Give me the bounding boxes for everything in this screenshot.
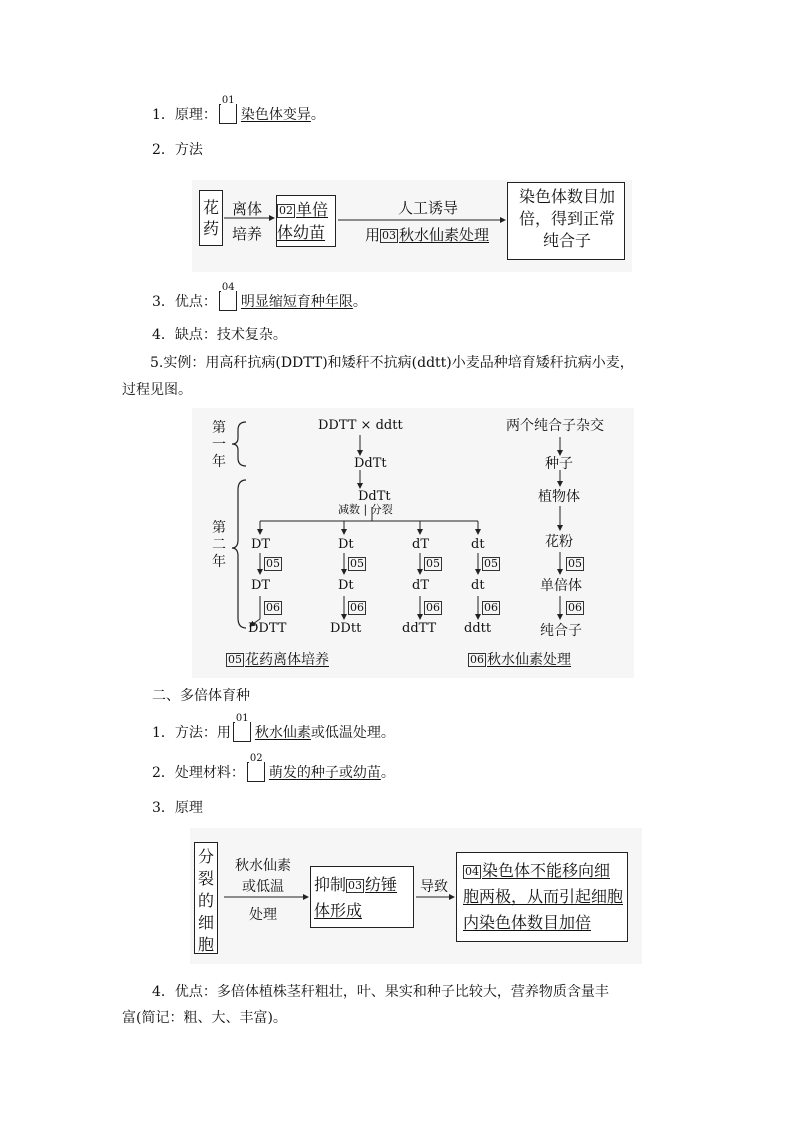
example-line-1: 5.实例：用高秆抗病(DDTT)和矮秆不抗病(ddtt)小麦品种培育矮秆抗病小麦， (150, 355, 634, 371)
tag-05: 05 (568, 557, 582, 570)
disadvantage-line: 4．缺点：技术复杂。 (152, 327, 287, 343)
polyploid-material-answer: 萌发的种子或幼苗 (268, 765, 381, 781)
chain-seed: 种子 (545, 456, 573, 472)
culture-step-bottom: 培养 (231, 225, 262, 243)
polyploid-advantage-line-1: 4．优点：多倍体植株茎秆粗壮，叶、果实和种子比较大，营养物质含量丰 (152, 984, 609, 1000)
tag-05: 05 (426, 557, 440, 570)
gamete-dt-2: Dt (338, 537, 354, 552)
advantage-line: 3．优点： 04 明显缩短育种年限。 (152, 282, 367, 310)
example-line-2: 过程见图。 (122, 382, 192, 398)
anther-label: 花药 (203, 198, 220, 238)
tag-05: 05 (350, 557, 364, 570)
diploid-ddtt-3: ddTT (402, 621, 437, 636)
year-two-label: 第二年 (212, 520, 226, 570)
polyploid-method-answer: 秋水仙素 (254, 725, 311, 741)
f1-genotype-year2: DdTt (358, 489, 391, 504)
treatment-bottom: 处理 (249, 907, 277, 923)
answer-number-box: 01 (219, 104, 237, 124)
treatment-top: 秋水仙素或低温 (235, 858, 291, 895)
tag-03: 03 (382, 229, 396, 242)
method-heading: 2．方法 (152, 142, 203, 158)
meiosis-label: 减数 | 分裂 (338, 503, 393, 516)
doubling-label: 04 染色体不能移向细胞两极，从而引起细胞内染色体数目加倍 (463, 861, 624, 932)
tag-06: 06 (484, 601, 498, 614)
tag-05: 05 (484, 557, 498, 570)
answer-number-box: 01 (233, 722, 251, 742)
polyploid-method-line: 1．方法：用 01 秋水仙素或低温处理。 (152, 713, 395, 741)
haploid-dt-1: DT (251, 578, 271, 593)
gamete-dt-4: dt (471, 537, 485, 552)
tag-06: 06 (568, 601, 582, 614)
principle-label: 1．原理： (152, 107, 217, 123)
parent-cross: DDTT × ddtt (318, 418, 403, 433)
lead-to-label: 导致 (420, 879, 448, 895)
polyploid-advantage-line-2: 富(简记：粗、大、丰富)。 (122, 1010, 287, 1026)
polyploid-material-line: 2．处理材料： 02 萌发的种子或幼苗。 (152, 753, 395, 781)
answer-number-box: 04 (219, 291, 237, 311)
chain-haploid: 单倍体 (540, 578, 582, 594)
principle-answer: 染色体变异 (240, 107, 311, 123)
haploid-dt-2: Dt (338, 578, 354, 593)
tag-05: 05 (266, 557, 280, 570)
colchicine-treatment-label: 用 03 秋水仙素处理 (364, 226, 490, 244)
polyploid-heading: 二、多倍体育种 (152, 688, 250, 704)
culture-step-top: 离体 (231, 200, 262, 218)
f1-genotype: DdTt (354, 456, 387, 471)
principle-line: 1．原理： 01 染色体变异。 (152, 95, 325, 123)
dividing-cell-label: 分裂的细胞 (198, 847, 215, 954)
haploid-dt-4: dt (471, 578, 485, 593)
tag-06: 06 (426, 601, 440, 614)
spindle-label: 抑制 03 纺锤体形成 (314, 875, 398, 920)
tag-06: 06 (266, 601, 280, 614)
haploid-seedling-label: 02 单倍体幼苗 (277, 200, 329, 242)
chain-pollen: 花粉 (545, 534, 573, 550)
haploid-dt-3: dT (412, 578, 429, 593)
tag-03: 03 (348, 879, 363, 892)
tag-04: 04 (465, 865, 479, 878)
gamete-dt-1: DT (251, 537, 271, 552)
doubling-result-label: 染色体数目加倍，得到正常纯合子 (518, 187, 615, 250)
tag-02: 02 (279, 204, 293, 217)
year-one-label: 第一年 (212, 420, 226, 470)
induction-label: 人工诱导 (397, 199, 458, 217)
diploid-ddtt-2: DDtt (330, 621, 362, 636)
gamete-dt-3: dT (412, 537, 429, 552)
legend-05: 05 花药离体培养 (228, 652, 329, 668)
diploid-ddtt-4: ddtt (464, 621, 492, 636)
answer-number-box: 02 (247, 762, 265, 782)
chain-homozygote: 纯合子 (540, 623, 582, 639)
advantage-answer: 明显缩短育种年限 (240, 294, 353, 310)
tag-06: 06 (350, 601, 364, 614)
chain-plant: 植物体 (538, 489, 580, 505)
legend-06: 06 秋水仙素处理 (470, 652, 571, 668)
chain-cross: 两个纯合子杂交 (506, 418, 604, 434)
diploid-ddtt-1: DDTT (248, 621, 287, 636)
polyploid-principle-heading: 3．原理 (152, 800, 203, 816)
